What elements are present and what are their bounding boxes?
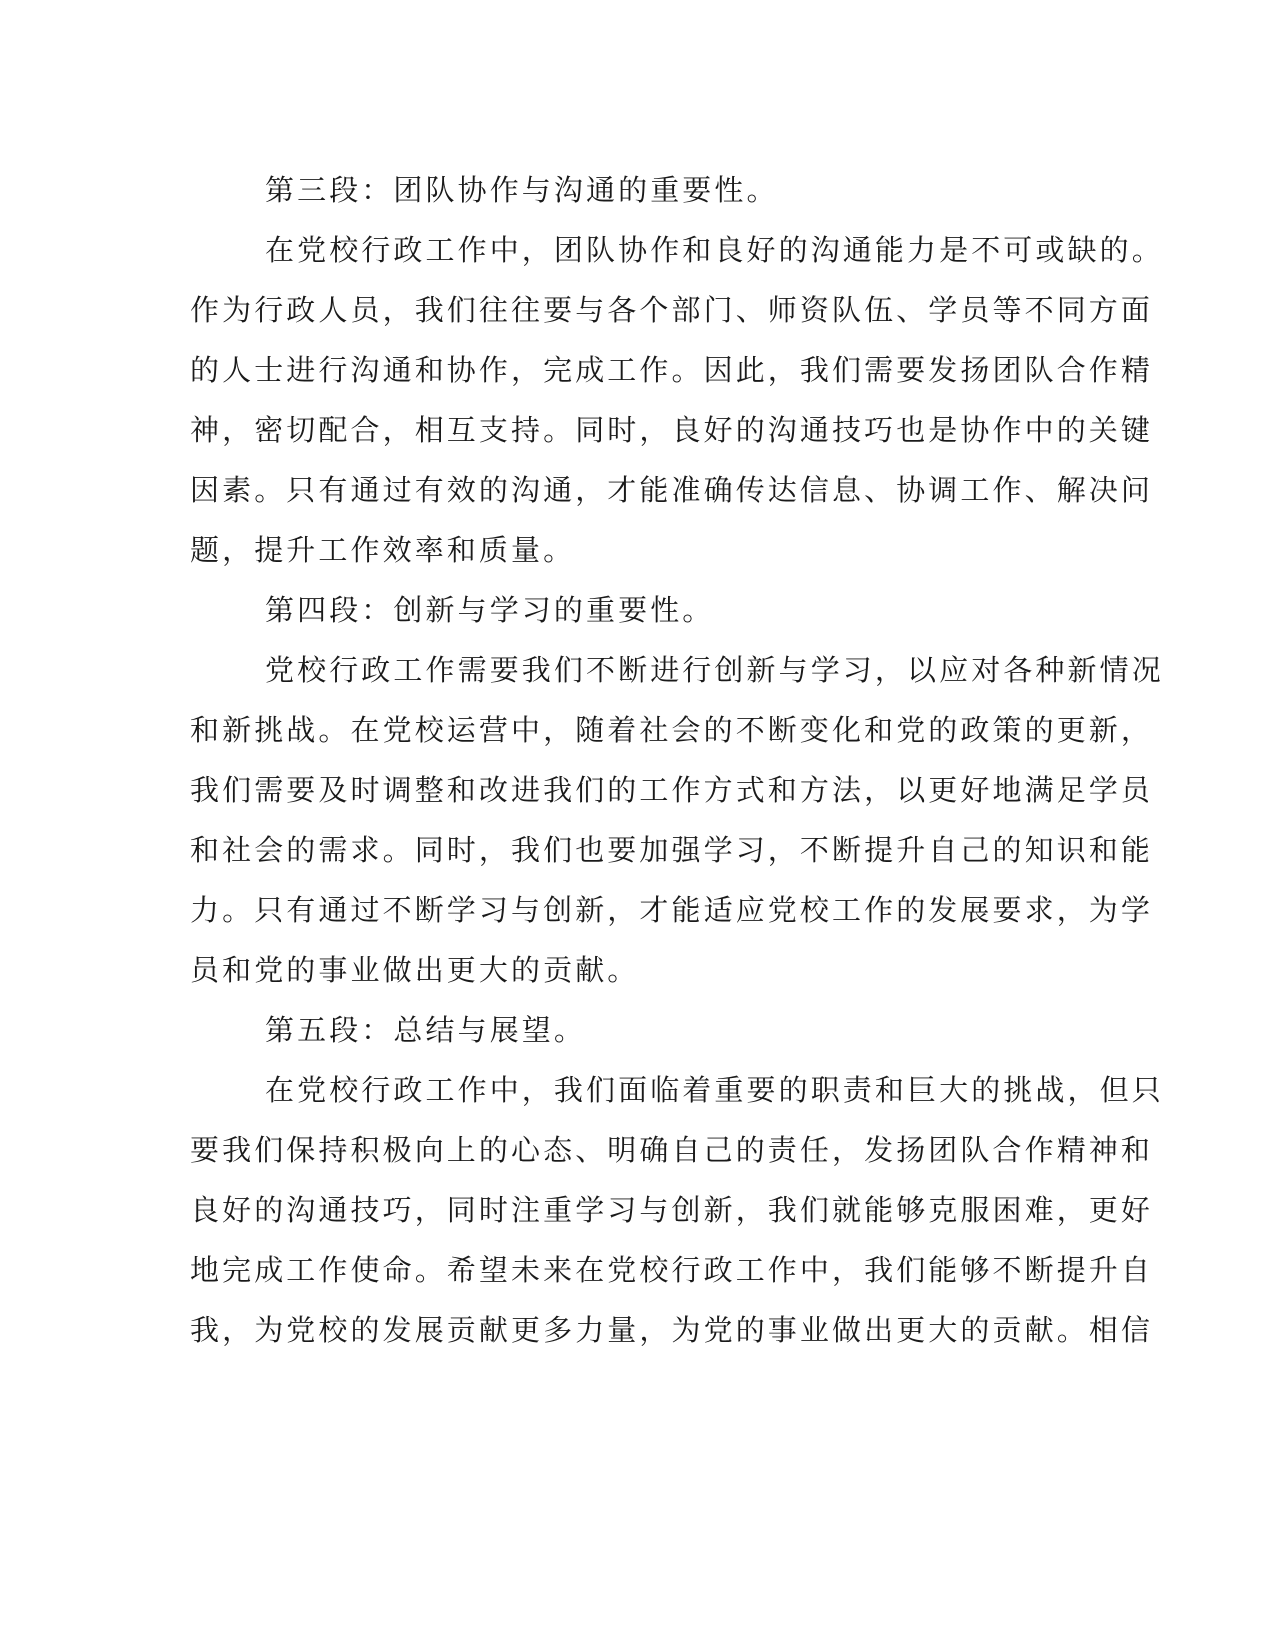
paragraph-line: 地完成工作使命。希望未来在党校行政工作中，我们能够不断提升自 (190, 1253, 1154, 1287)
section-heading: 第三段：团队协作与沟通的重要性。 (265, 173, 779, 207)
paragraph-line: 和新挑战。在党校运营中，随着社会的不断变化和党的政策的更新， (190, 713, 1154, 747)
paragraph-line: 员和党的事业做出更大的贡献。 (190, 953, 640, 987)
paragraph-line: 和社会的需求。同时，我们也要加强学习，不断提升自己的知识和能 (190, 833, 1154, 867)
paragraph-line: 作为行政人员，我们往往要与各个部门、师资队伍、学员等不同方面 (190, 293, 1154, 327)
paragraph-line: 题，提升工作效率和质量。 (190, 533, 576, 567)
section-heading: 第五段：总结与展望。 (265, 1013, 587, 1047)
paragraph-line: 良好的沟通技巧，同时注重学习与创新，我们就能够克服困难，更好 (190, 1193, 1154, 1227)
paragraph-line: 因素。只有通过有效的沟通，才能准确传达信息、协调工作、解决问 (190, 473, 1154, 507)
paragraph-line: 要我们保持积极向上的心态、明确自己的责任，发扬团队合作精神和 (190, 1133, 1154, 1167)
paragraph (190, 220, 1164, 580)
paragraph-line: 的人士进行沟通和协作，完成工作。因此，我们需要发扬团队合作精 (190, 353, 1154, 387)
section-heading: 第四段：创新与学习的重要性。 (265, 593, 715, 627)
paragraph-line: 力。只有通过不断学习与创新，才能适应党校工作的发展要求，为学 (190, 893, 1154, 927)
document-body (190, 160, 1164, 1360)
paragraph-line: 党校行政工作需要我们不断进行创新与学习，以应对各种新情况 (265, 653, 1164, 687)
paragraph (190, 640, 1164, 1000)
paragraph-line: 我，为党校的发展贡献更多力量，为党的事业做出更大的贡献。相信 (190, 1313, 1154, 1347)
paragraph (190, 1060, 1164, 1360)
paragraph-line: 在党校行政工作中，我们面临着重要的职责和巨大的挑战，但只 (265, 1073, 1164, 1107)
paragraph-line: 我们需要及时调整和改进我们的工作方式和方法，以更好地满足学员 (190, 773, 1154, 807)
paragraph-line: 在党校行政工作中，团队协作和良好的沟通能力是不可或缺的。 (265, 233, 1164, 267)
paragraph-line: 神，密切配合，相互支持。同时，良好的沟通技巧也是协作中的关键 (190, 413, 1154, 447)
